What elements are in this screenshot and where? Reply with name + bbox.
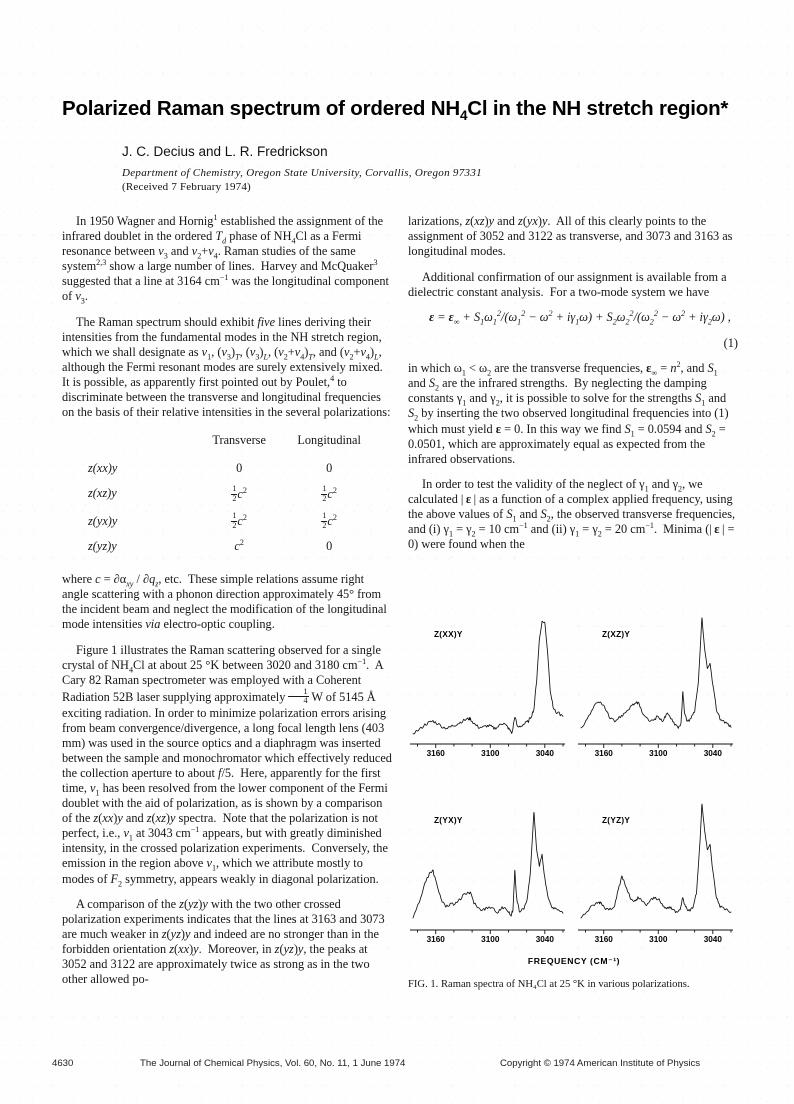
table-cell-longitudinal: $\frac{1}{2}$ $c^2$ bbox=[322, 483, 337, 503]
table-cell-transverse: $\frac{1}{2}$ $c^2$ bbox=[232, 483, 247, 503]
received-date: (Received 7 February 1974) bbox=[122, 181, 251, 193]
table-cell-label: z(yx)y bbox=[88, 513, 118, 528]
table-cell-label: z(xx)y bbox=[88, 460, 118, 475]
article-title bbox=[62, 96, 734, 122]
article-title-text-b: Cl in the NH stretch bbox=[467, 96, 654, 120]
polarization-table bbox=[62, 432, 378, 559]
affiliation: Department of Chemistry, Oregon State University, Corvallis, Oregon 97331 bbox=[122, 167, 482, 179]
footer-copyright: Copyright © 1974 American Institute of Physics bbox=[500, 1058, 701, 1069]
table-cell-transverse: $\frac{1}{2}$ $c^2$ bbox=[232, 511, 247, 530]
x-tick-label: 3100 bbox=[481, 749, 500, 758]
panel-polarization-label: Z(XZ)Y bbox=[602, 630, 631, 639]
x-tick-label: 3160 bbox=[594, 935, 613, 944]
paragraph-comparison: A comparison of the z(yz)y with the two other crossed polarization experiments indicates that the lines at 3163 and 3073 are much weaker in z(yz)y and indeed are no stronger than in the forbidden orientation z(xx)y. Moreover, in z(yz)y, the peaks at 3052 and 3122 are approximately twice as strong as in the two other allowed po- bbox=[62, 897, 385, 987]
table-row bbox=[62, 508, 378, 535]
table-header-blank bbox=[62, 432, 198, 456]
paragraph-validity-test: In order to test the validity of the neglect of $\gamma_1$ and $\gamma_2$, we calculated | ε | as a function of a complex applied frequency, using the above values of $S_1$ and $S_2$, the observed transverse frequencies, and (i) $\gamma_1 = \gamma_2 = 10$ $cm^{-1}$ and (ii) $\gamma_1 = \gamma_2 = 20$ $cm^{-1}$. Minima (| ε | = 0) were found when the bbox=[408, 477, 736, 552]
table-header-transverse: Transverse bbox=[212, 433, 266, 448]
table-cell-longitudinal: 0 bbox=[326, 460, 333, 475]
x-tick-label: 3100 bbox=[649, 749, 668, 758]
paragraph-figure-description: Figure 1 illustrates the Raman scattering observed for a single crystal of $NH_4Cl$ at about 25 °K between 3020 and 3180 $cm^{-1}$. A Cary 82 Raman spectrometer was employed with a Coherent Radiation 52B laser supplying approximately $\frac{1}{4}$ W of 5145 Å exciting radiation. In order to minimize polarization errors arising from beam convergence/divergence, a long focal length lens (403 mm) was used in the source optics and a diaphragm was inserted between the sample and monochromator which effectively reduced the collection aperture to about f/5. Here, apparently for the first time, $\nu_1$ has been resolved from the lower component of the Fermi doublet with the aid of polarization, as is shown by a comparison of the z(xx)y and z(xz)y spectra. Note that the polarization is not perfect, i.e., $\nu_1$ at 3043 $cm^{-1}$ appears, but with greatly diminished intensity, in the crossed polarization experiments. Conversely, the emission in the region above $\nu_1$, which we attribute mostly to modes of $F_2$ symmetry, appears weakly in diagonal polarization. bbox=[62, 642, 392, 888]
x-tick-label: 3100 bbox=[649, 935, 668, 944]
x-tick-label: 3100 bbox=[481, 935, 500, 944]
page-footer bbox=[0, 1058, 794, 1076]
spectrum-panel-zyxy bbox=[408, 790, 568, 958]
paragraph-intro: In 1950 Wagner and Hornig$^1$ established the assignment of the infrared doublet in the ordered $T_d$ phase of $NH_4Cl$ as a Fermi resonance between $\nu_3$ and $\nu_2+\nu_4$. Raman studies of the same system$^{2,3}$ show a large number of lines. Harvey and McQuaker$^3$ suggested that a line at 3164 $cm^{-1}$ was the longitudinal component of $\nu_3$. bbox=[62, 212, 389, 306]
x-tick-label: 3160 bbox=[426, 749, 445, 758]
article-title-text-a: Polarized Raman spectrum of ordered NH bbox=[62, 96, 460, 120]
table-row bbox=[62, 456, 378, 480]
spectrum-trace-svg bbox=[408, 790, 568, 958]
spectrum-trace-svg bbox=[576, 604, 736, 772]
equation-number: (1) bbox=[723, 335, 738, 350]
article-title-line2: region* bbox=[658, 96, 729, 120]
table-cell-label: z(yz)y bbox=[88, 539, 117, 554]
table-header-longitudinal: Longitudinal bbox=[297, 433, 361, 448]
table-row bbox=[62, 480, 378, 507]
table-row bbox=[62, 535, 378, 559]
paragraph-five-lines: The Raman spectrum should exhibit five lines deriving their intensities from the fundamental modes in the NH stretch region, which we shall designate as $\nu_1$, $(\nu_3)_T$, $(\nu_3)_L$, $(\nu_2+\nu_4)_T$, and $(\nu_2+\nu_4)_L$, although the Fermi resonant modes are surely extensively mixed. It is possible, as apparently first pointed out by Poulet,$^4$ to discriminate between the transverse and longitudinal frequencies on the basis of their relative intensities in the several polarizations: bbox=[62, 314, 391, 420]
x-tick-label: 3040 bbox=[535, 749, 554, 758]
spectrum-panel-zxzy bbox=[576, 604, 736, 772]
footer-journal-line: The Journal of Chemical Physics, Vol. 60, No. 11, 1 June 1974 bbox=[140, 1058, 406, 1069]
x-tick-label: 3040 bbox=[535, 935, 554, 944]
table-header-row bbox=[62, 432, 378, 456]
x-tick-label: 3040 bbox=[703, 749, 722, 758]
table-cell-transverse: 0 bbox=[236, 460, 243, 475]
table-cell-longitudinal: $\frac{1}{2}$ $c^2$ bbox=[322, 511, 337, 530]
article-title-subscript: 4 bbox=[459, 107, 468, 123]
spectrum-trace bbox=[413, 812, 563, 918]
paragraph-larizations: larizations, z(xz)y and z(yx)y. All of this clearly points to the assignment of 3052 and 3122 as transverse, and 3073 and 3163 as longitudinal modes. bbox=[408, 214, 733, 259]
panel-polarization-label: Z(YX)Y bbox=[434, 816, 463, 825]
x-tick-label: 3160 bbox=[594, 749, 613, 758]
table-cell-longitudinal: 0 bbox=[326, 539, 333, 554]
figure-caption: FIG. 1. Raman spectra of NH₄Cl at 25 °K in various polarizations. bbox=[408, 979, 690, 990]
paragraph-dielectric: Additional confirmation of our assignment is available from a dielectric constant analysis. For a two-mode system we have bbox=[408, 269, 727, 299]
spectrum-trace-svg bbox=[576, 790, 736, 958]
x-tick-label: 3040 bbox=[703, 935, 722, 944]
paragraph-strengths: in which $\omega_1 < \omega_2$ are the transverse frequencies, $\varepsilon_\infty = n^2$, and $S_1$ and $S_2$ are the infrared strengths. By neglecting the damping constants $\gamma_1$ and $\gamma_2$, it is possible to solve for the strengths $S_1$ and $S_2$ by inserting the two observed longitudinal frequencies into (1) which must yield ε = 0. In this way we find $S_1 = 0.0594$ and $S_2 = 0.0501$, which are approximately equal as expected from the infrared observations. bbox=[408, 360, 729, 466]
spectra-panel-grid bbox=[408, 604, 740, 970]
equation-dielectric: $\varepsilon = \varepsilon_\infty + S_1\omega_1^2/(\omega_1^2 - \omega^2 + i\gamma_1\omega) + S_2\omega_2^2/(\omega_2^2 - \omega^2 + i\gamma_2\omega)$ , bbox=[429, 309, 731, 327]
frequency-axis-label: FREQUENCY (CM⁻¹) bbox=[527, 956, 621, 966]
panel-polarization-label: Z(XX)Y bbox=[434, 630, 463, 639]
spectrum-trace-svg bbox=[408, 604, 568, 772]
left-column bbox=[62, 214, 392, 998]
panel-polarization-label: Z(YZ)Y bbox=[602, 816, 631, 825]
paragraph-where-c: where $c = \partial\alpha_{xy} / \partial q_z$, etc. These simple relations assume right angle scattering with a phonon direction approximately 45° from the incident beam and neglect the modification of the longitudinal mode intensities via electro-optic coupling. bbox=[62, 572, 387, 632]
figure-1 bbox=[408, 604, 740, 994]
footer-page-number: 4630 bbox=[52, 1058, 74, 1069]
table-cell-transverse: $c^2$ bbox=[234, 538, 244, 554]
x-tick-label: 3160 bbox=[426, 935, 445, 944]
spectrum-panel-zxxy bbox=[408, 604, 568, 772]
spectrum-panel-zyzy bbox=[576, 790, 736, 958]
right-column bbox=[408, 214, 738, 563]
author-byline: J. C. Decius and L. R. Fredrickson bbox=[122, 144, 328, 159]
table-cell-label: z(xz)y bbox=[88, 486, 117, 501]
